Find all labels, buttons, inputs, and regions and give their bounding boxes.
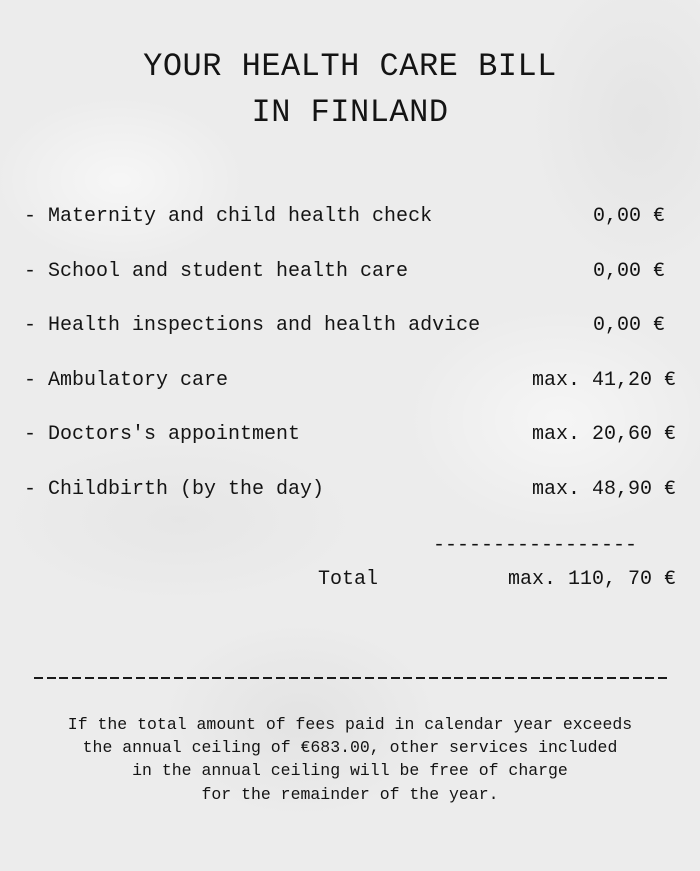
- fee-item-price: 0,00 €: [592, 314, 665, 338]
- title-line-1: YOUR HEALTH CARE BILL: [143, 48, 557, 85]
- fee-item-price: 0,00 €: [592, 259, 665, 283]
- fee-list: [0, 200, 700, 528]
- fee-item-price: max. 48,90 €: [531, 477, 676, 501]
- title-line-2: IN FINLAND: [251, 94, 449, 131]
- fee-item-label: - Health inspections and health advice: [24, 314, 481, 338]
- fee-item-label: - Doctors's appointment: [24, 423, 301, 447]
- note-line: If the total amount of fees paid in calendar year exceeds: [67, 715, 633, 734]
- fee-item-label: - School and student health care: [24, 259, 409, 283]
- section-divider: [34, 670, 667, 686]
- fee-item-label: - Ambulatory care: [24, 368, 229, 392]
- bill-title: [0, 44, 700, 136]
- fee-item-inspections: [0, 309, 700, 364]
- fee-item-label: - Maternity and child health check: [24, 205, 433, 228]
- fee-item-maternity: [0, 200, 700, 255]
- fee-item-price: max. 20,60 €: [531, 423, 676, 447]
- note-line: in the annual ceiling will be free of charge: [132, 761, 568, 781]
- fee-item-label: - Childbirth (by the day): [24, 477, 325, 501]
- fee-item-school: [0, 255, 700, 310]
- total-value: max. 110, 70 €: [507, 568, 676, 591]
- fee-item-childbirth: [0, 473, 700, 528]
- annual-ceiling-note: [0, 713, 700, 806]
- total-label: Total: [318, 568, 379, 591]
- fee-item-price: max. 41,20 €: [531, 368, 676, 392]
- note-line: the annual ceiling of €683.00, other services included: [82, 738, 618, 758]
- note-line: for the remainder of the year.: [201, 784, 499, 804]
- subtotal-divider: -----------------: [433, 539, 638, 553]
- fee-item-price: 0,00 €: [592, 205, 665, 228]
- fee-item-doctors: [0, 418, 700, 473]
- fee-item-ambulatory: [0, 364, 700, 419]
